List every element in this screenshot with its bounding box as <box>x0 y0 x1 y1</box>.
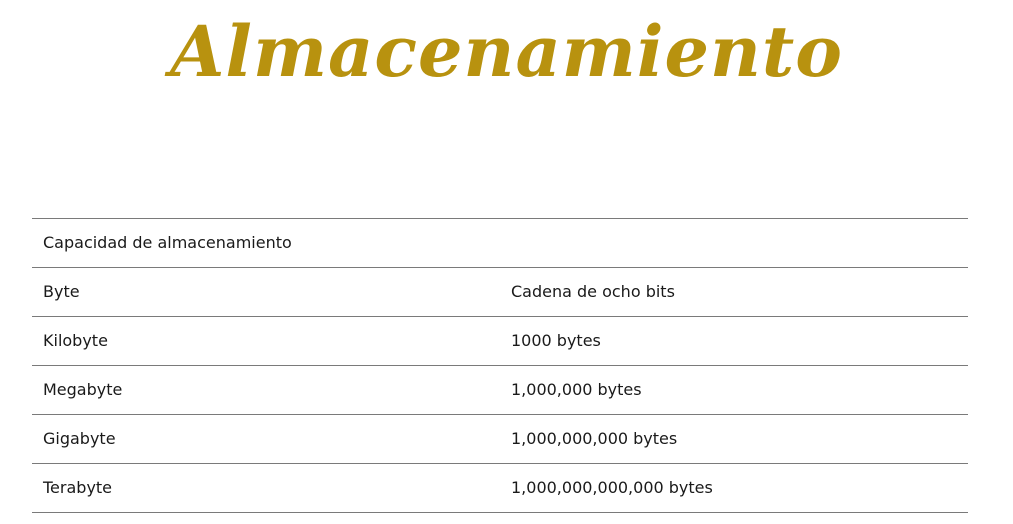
unit-cell: Byte <box>43 282 80 301</box>
unit-cell: Gigabyte <box>43 429 116 448</box>
table-header: Capacidad de almacenamiento <box>43 233 292 252</box>
table-row <box>32 366 968 415</box>
unit-cell: Megabyte <box>43 380 123 399</box>
table-row <box>32 268 968 317</box>
table-header-row <box>32 219 968 268</box>
value-cell: 1,000,000 bytes <box>511 380 642 399</box>
table-row <box>32 317 968 366</box>
value-cell: Cadena de ocho bits <box>511 282 675 301</box>
page-title: Almacenamiento <box>170 10 843 93</box>
unit-cell: Terabyte <box>43 478 113 497</box>
value-cell: 1,000,000,000 bytes <box>511 429 678 448</box>
value-cell: 1000 bytes <box>511 331 601 350</box>
table-row <box>32 464 968 513</box>
storage-table <box>32 218 968 513</box>
value-cell: 1,000,000,000,000 bytes <box>511 478 713 497</box>
unit-cell: Kilobyte <box>43 331 108 350</box>
table-row <box>32 415 968 464</box>
